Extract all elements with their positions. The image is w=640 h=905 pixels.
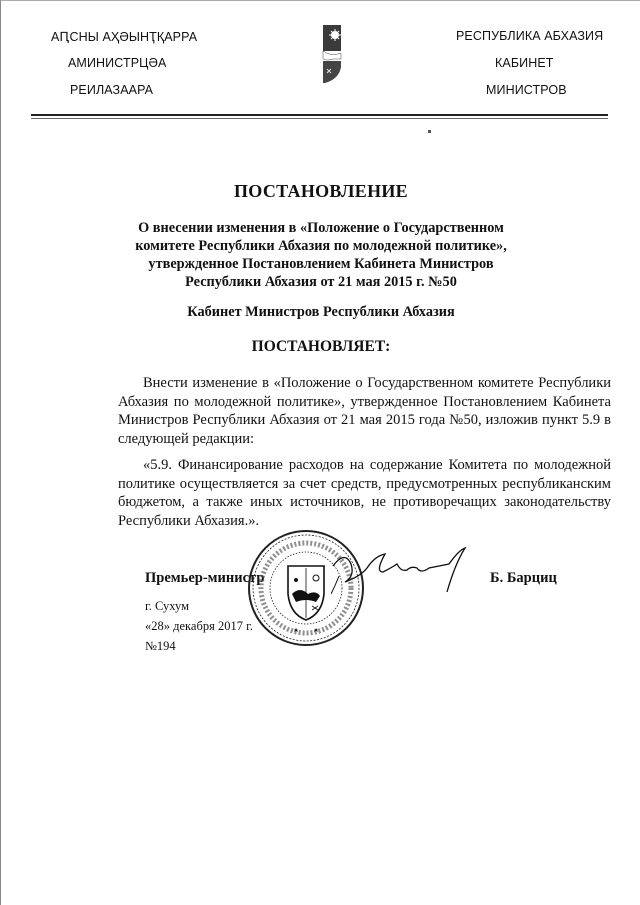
document-subject [1, 219, 640, 291]
handwritten-signature-icon [331, 546, 471, 596]
header-divider-thick [31, 114, 608, 116]
signatory-name: Б. Барциц [490, 570, 557, 586]
header-right-line-3: МИНИСТРОВ [486, 83, 567, 97]
body-paragraph-1: Внести изменение в «Положение о Государственном комитете Республики Абхазия по молодежной политике», утвержденное Постановлением Кабинета Министров Республики Абхазия от 21 мая 2015 года №50, изложив пункт 5.9 в следующей редакции: [118, 375, 611, 447]
header-left-line-2: АМИНИСТРЦӘА [68, 56, 167, 70]
header-right-line-1: РЕСПУБЛИКА АБХАЗИЯ [456, 29, 604, 43]
document-city: г. Сухум [145, 599, 190, 613]
document-title: ПОСТАНОВЛЕНИЕ [234, 181, 408, 201]
document-date: «28» декабря 2017 г. [145, 619, 253, 633]
subject-line-3: утвержденное Постановлением Кабинета Министров [148, 256, 494, 272]
body-paragraph-2: «5.9. Финансирование расходов на содержание Комитета по молодежной политике осуществляется за счет средств, предусмотренных республиканским бюджетом, а также иных источников, не противоречащих законодательству Республики Абхазия.». [118, 457, 611, 529]
issuer-heading: Кабинет Министров Республики Абхазия [187, 304, 455, 320]
resolves-heading: ПОСТАНОВЛЯЕТ: [251, 338, 391, 355]
abkhazia-emblem-icon [321, 23, 343, 85]
header-divider-thin [31, 118, 608, 119]
scan-artifact [428, 130, 431, 133]
header-left-line-1: АԤСНЫ АҲӘЫНҬҚАРРА [51, 30, 198, 44]
subject-line-1: О внесении изменения в «Положение о Государственном [138, 220, 504, 236]
document-number: №194 [145, 639, 176, 653]
subject-line-4: Республики Абхазия от 21 мая 2015 г. №50 [185, 274, 457, 290]
header-right-line-2: КАБИНЕТ [495, 56, 554, 70]
header-left-line-3: РЕИЛАЗААРА [70, 83, 154, 97]
subject-line-2: комитете Республики Абхазия по молодежной политике», [135, 238, 507, 254]
signatory-role: Премьер-министр [145, 570, 265, 586]
